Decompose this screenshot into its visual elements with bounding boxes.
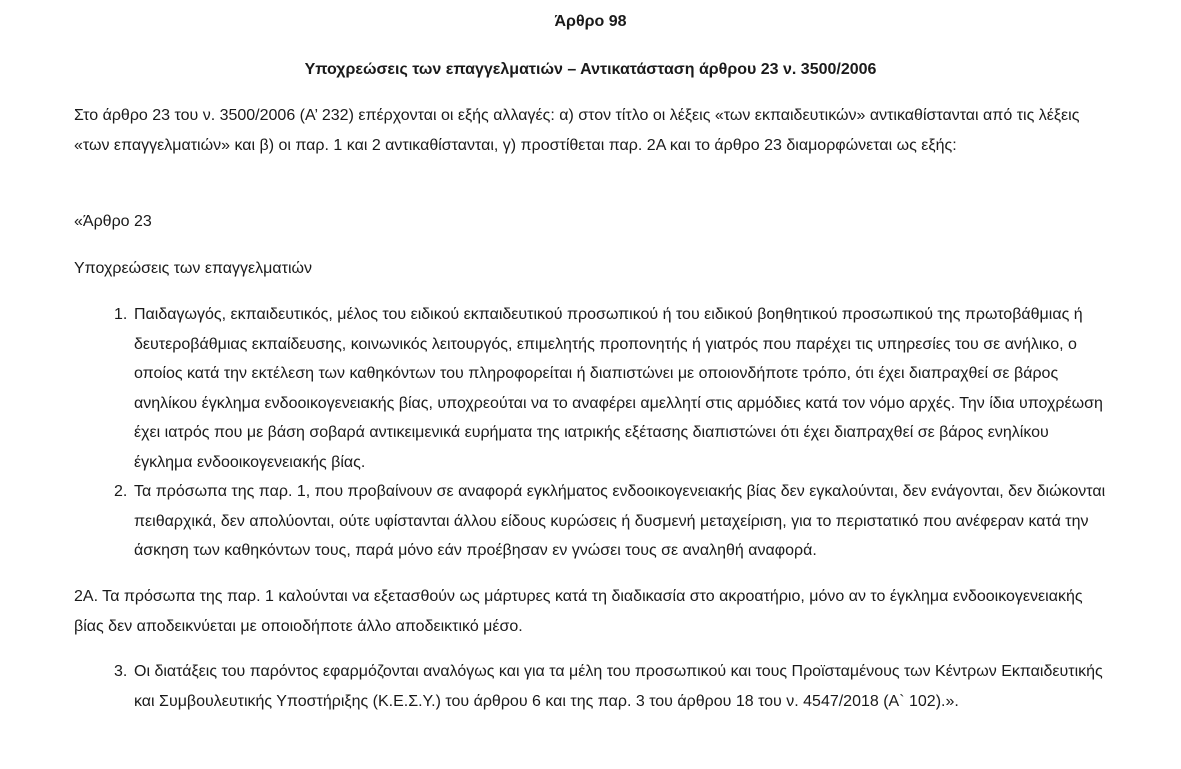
list-item: [74, 300, 1107, 477]
list-item: [74, 477, 1107, 566]
article-subtitle: Υποχρεώσεις των επαγγελματιών – Αντικατάσταση άρθρου 23 ν. 3500/2006: [304, 61, 877, 78]
list-item-text: Παιδαγωγός, εκπαιδευτικός, μέλος του ειδικού εκπαιδευτικού προσωπικού ή του ειδικού βοηθητικού προσωπικού της πρωτοβάθμιας ή δευτεροβάθμιας εκπαίδευσης, κοινωνικός λειτουργός, επιμελητής προπονητής ή γιατρός που παρέχει τις υπηρεσίες του σε ανήλικο, ο οποίος κατά την εκτέλεση των καθηκόντων του πληροφορείται ή διαπιστώνει με οποιονδήποτε τρόπο, ότι έχει διαπραχθεί σε βάρος ανηλίκου έγκλημα ενδοοικογενειακής βίας, υποχρεούται να το αναφέρει αμελλητί στις αρμόδιες κατά τον νόμο αρχές. Την ίδια υποχρέωση έχει ιατρός που με βάση σοβαρά αντικειμενικά ευρήματα της ιατρικής εξέτασης διαπιστώνει ότι έχει διαπραχθεί σε βάρος ενηλίκου έγκλημα ενδοοικογενειακής βίας.: [134, 306, 1103, 471]
list-item: [74, 657, 1107, 716]
article-title: Άρθρο 98: [554, 13, 627, 30]
list-item-text: Οι διατάξεις του παρόντος εφαρμόζονται αναλόγως και για τα μέλη του προσωπικού και τους Προϊσταμένους των Κέντρων Εκπαιδευτικής και Συμβουλευτικής Υποστήριξης (Κ.Ε.Σ.Υ.) του άρθρου 6 και της παρ. 3 του άρθρου 18 του ν. 4547/2018 (Α` 102).».: [134, 663, 1103, 710]
numbered-list-continued: [74, 657, 1107, 716]
quoted-article-subtitle: Υποχρεώσεις των επαγγελματιών: [74, 260, 312, 277]
intro-paragraph: Στο άρθρο 23 του ν. 3500/2006 (Α’ 232) επέρχονται οι εξής αλλαγές: α) στον τίτλο οι λέξεις «των εκπαιδευτικών» αντικαθίστανται από τις λέξεις «των επαγγελματιών» και β) οι παρ. 1 και 2 αντικαθίστανται, γ) προστίθεται παρ. 2Α και το άρθρο 23 διαμορφώνεται ως εξής:: [74, 107, 1080, 154]
list-item-text: Τα πρόσωπα της παρ. 1, που προβαίνουν σε αναφορά εγκλήματος ενδοοικογενειακής βίας δεν εγκαλούνται, δεν ενάγονται, δεν διώκονται πειθαρχικά, δεν απολύονται, ούτε υφίστανται άλλου είδους κυρώσεις ή δυσμενή μεταχείριση, για το περιστατικό που ανέφεραν κατά την άσκηση των καθηκόντων τους, παρά μόνο εάν προέβησαν εν γνώσει τους σε αναληθή αναφορά.: [134, 483, 1106, 559]
numbered-list: [74, 300, 1107, 566]
list-item-number: 3.: [114, 663, 128, 680]
list-item-number: 1.: [114, 306, 128, 323]
quoted-article-title: «Άρθρο 23: [74, 213, 152, 230]
list-item-number: 2.: [114, 483, 128, 500]
paragraph-2a: 2Α. Τα πρόσωπα της παρ. 1 καλούνται να εξετασθούν ως μάρτυρες κατά τη διαδικασία στο ακροατήριο, μόνο αν το έγκλημα ενδοοικογενειακής βίας δεν αποδεικνύεται με οποιοδήποτε άλλο αποδεικτικό μέσο.: [74, 588, 1083, 635]
